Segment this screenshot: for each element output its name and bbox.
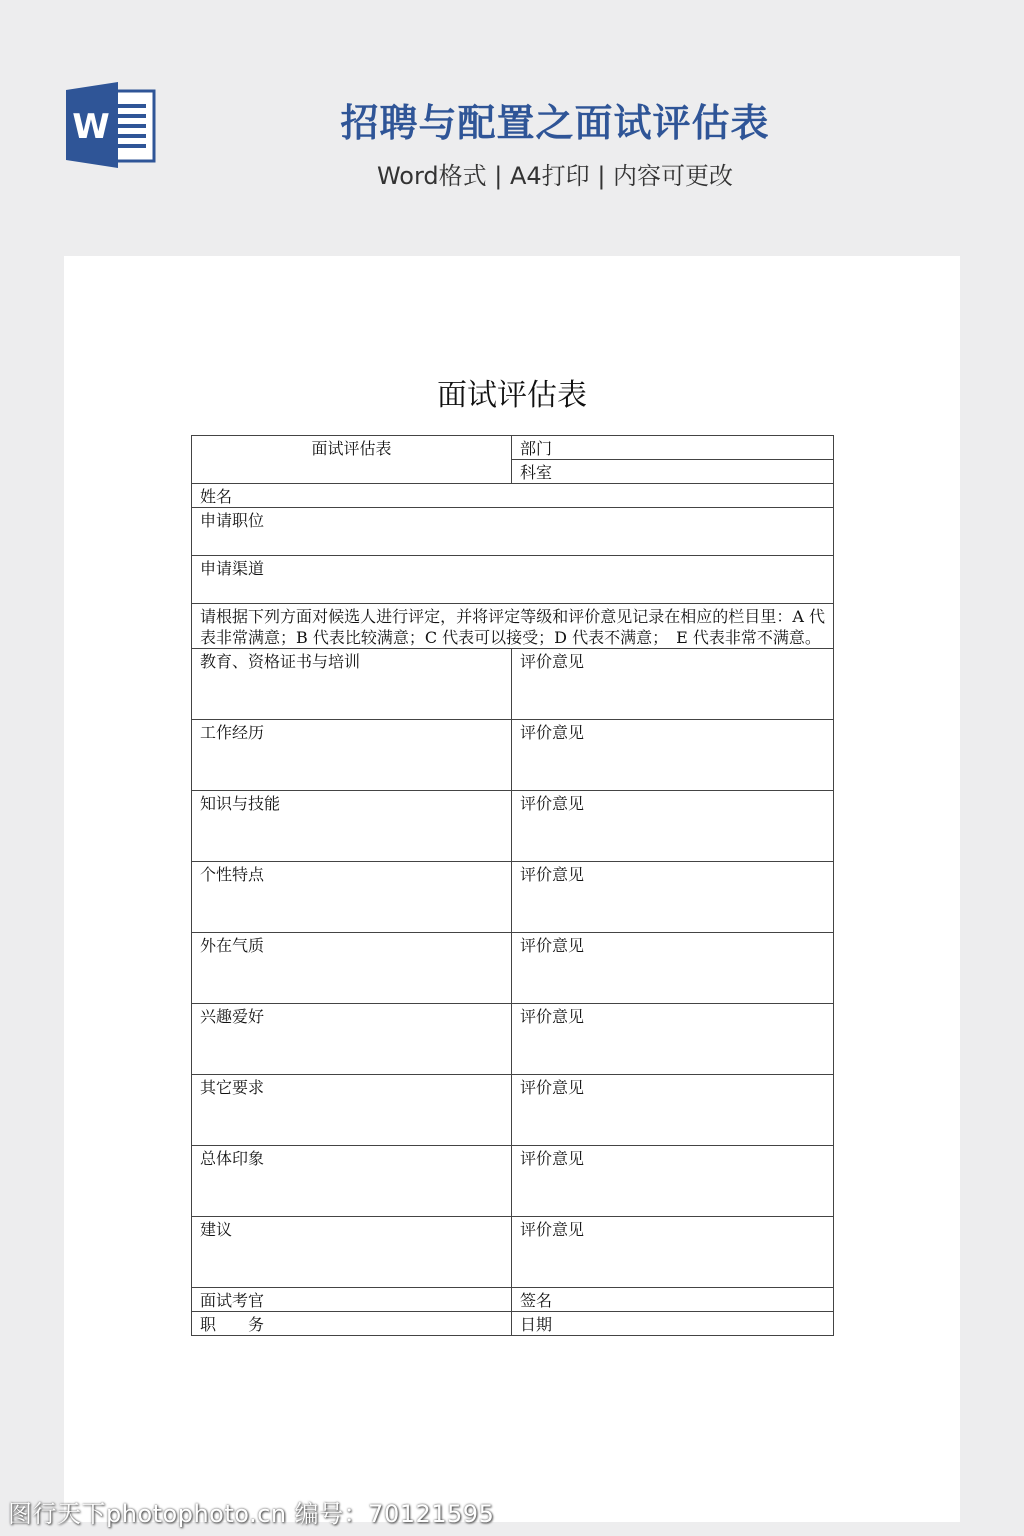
instructions-text: 请根据下列方面对候选人进行评定，并将评定等级和评价意见记录在相应的栏目里：A 代表非常满意；B 代表比较满意；C 代表可以接受；D 代表不满意； E 代表非常不满意。 — [192, 604, 834, 649]
comment-cell[interactable]: 评价意见 — [512, 1217, 834, 1288]
table-row — [192, 720, 834, 791]
watermark-text: 图行天下photophoto.cn 编号：70121595 — [8, 1500, 495, 1528]
comment-cell[interactable]: 评价意见 — [512, 1146, 834, 1217]
table-row — [192, 1146, 834, 1217]
criterion-label: 外在气质 — [192, 933, 512, 1004]
banner — [0, 0, 1024, 256]
criterion-label: 工作经历 — [192, 720, 512, 791]
section-cell[interactable]: 科室 — [512, 460, 834, 484]
form-name-cell: 面试评估表 — [192, 436, 512, 484]
banner-subtitle: Word格式 | A4打印 | 内容可更改 — [376, 162, 734, 190]
table-row — [192, 1004, 834, 1075]
comment-cell[interactable]: 评价意见 — [512, 720, 834, 791]
date-field[interactable]: 日期 — [512, 1312, 834, 1336]
table-row — [192, 1217, 834, 1288]
comment-cell[interactable]: 评价意见 — [512, 1004, 834, 1075]
svg-text:W: W — [72, 107, 110, 147]
criterion-label: 其它要求 — [192, 1075, 512, 1146]
channel-field[interactable]: 申请渠道 — [192, 556, 834, 604]
comment-cell[interactable]: 评价意见 — [512, 862, 834, 933]
comment-cell[interactable]: 评价意见 — [512, 933, 834, 1004]
evaluation-table — [191, 435, 834, 1336]
criterion-label: 知识与技能 — [192, 791, 512, 862]
table-row — [192, 933, 834, 1004]
document-page — [64, 256, 960, 1522]
table-row — [192, 649, 834, 720]
department-cell[interactable]: 部门 — [512, 436, 834, 460]
word-icon — [64, 82, 158, 168]
comment-cell[interactable]: 评价意见 — [512, 649, 834, 720]
table-row — [192, 862, 834, 933]
comment-cell[interactable]: 评价意见 — [512, 791, 834, 862]
criterion-label: 个性特点 — [192, 862, 512, 933]
criterion-label: 建议 — [192, 1217, 512, 1288]
document-title: 面试评估表 — [437, 378, 587, 413]
comment-cell[interactable]: 评价意见 — [512, 1075, 834, 1146]
table-row — [192, 791, 834, 862]
signature-field[interactable]: 签名 — [512, 1288, 834, 1312]
banner-title: 招聘与配置之面试评估表 — [340, 101, 770, 145]
name-field[interactable]: 姓名 — [192, 484, 834, 508]
criterion-label: 兴趣爱好 — [192, 1004, 512, 1075]
table-row — [192, 1075, 834, 1146]
position-field[interactable]: 申请职位 — [192, 508, 834, 556]
interviewer-field[interactable]: 面试考官 — [192, 1288, 512, 1312]
title-field[interactable]: 职 务 — [192, 1312, 512, 1336]
criterion-label: 教育、资格证书与培训 — [192, 649, 512, 720]
criterion-label: 总体印象 — [192, 1146, 512, 1217]
